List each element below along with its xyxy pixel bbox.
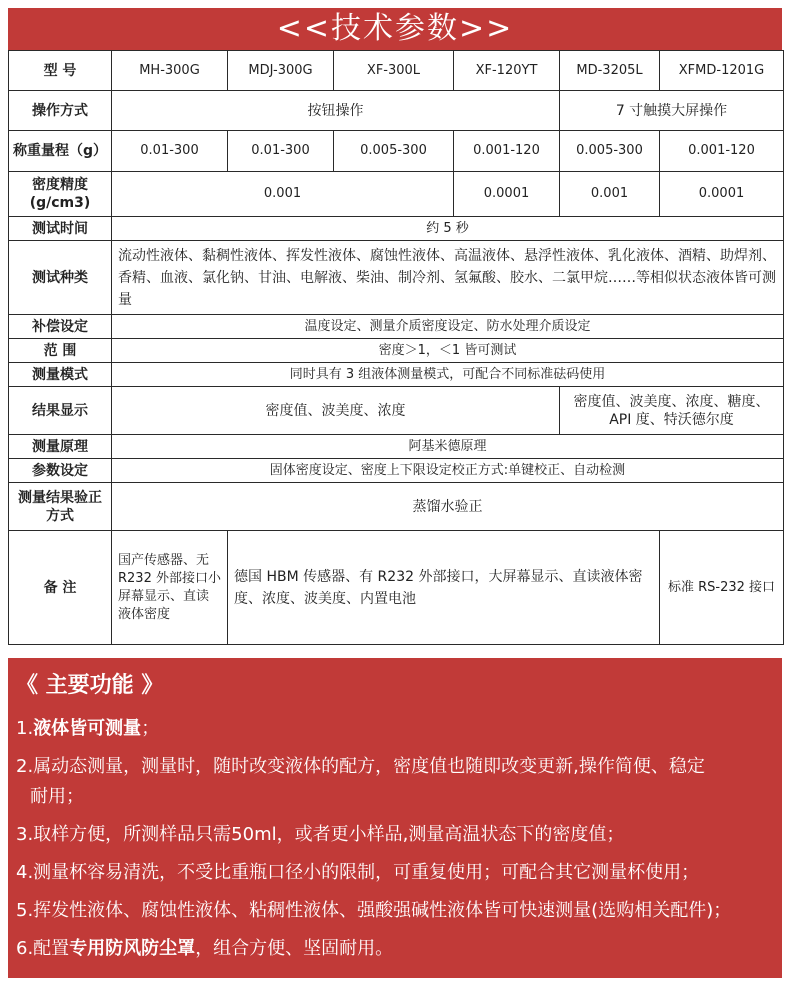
display-value-line: API 度、特沃德尔度 — [609, 411, 734, 428]
param-label: 参数设定 — [9, 459, 112, 483]
remark-value: 国产传感器、无 R232 外部接口小屏幕显示、直读液体密度 — [112, 531, 228, 645]
model-row — [9, 51, 784, 91]
model-cell: MH-300G — [112, 51, 228, 91]
operation-value: 7 寸触摸大屏操作 — [560, 91, 784, 131]
feature-text: 6.配置 — [16, 938, 70, 959]
model-cell: MD-3205L — [560, 51, 660, 91]
feature-text: ； — [141, 718, 160, 739]
test-time-row — [9, 217, 784, 241]
test-time-value: 约 5 秒 — [112, 217, 784, 241]
precision-value: 0.001 — [112, 172, 454, 217]
range-cell: 0.001-120 — [660, 131, 784, 172]
precision-row — [9, 172, 784, 217]
display-value: 密度值、波美度、浓度 — [112, 387, 560, 435]
feature-text-continued: 耐用； — [30, 786, 84, 807]
range-cell: 0.01-300 — [228, 131, 334, 172]
range-label: 称重量程（g） — [9, 131, 112, 172]
verify-label — [9, 483, 112, 531]
display-label: 结果显示 — [9, 387, 112, 435]
compensation-row — [9, 315, 784, 339]
types-value: 流动性液体、黏稠性液体、挥发性液体、腐蚀性液体、高温液体、悬浮性液体、乳化液体、酒精、助焊剂、香精、血液、氯化钠、甘油、电解液、柴油、制冷剂、氢氟酸、胶水、二氯甲烷……等相似状态液体皆可测量 — [112, 241, 784, 315]
scope-row — [9, 339, 784, 363]
mode-row — [9, 363, 784, 387]
feature-text: ，组合方便、坚固耐用。 — [195, 938, 394, 959]
features-title: 《 主要功能 》 — [16, 673, 164, 698]
range-row — [9, 131, 784, 172]
display-row — [9, 387, 784, 435]
features-panel — [8, 658, 782, 978]
range-cell: 0.005-300 — [560, 131, 660, 172]
operation-label: 操作方式 — [9, 91, 112, 131]
range-cell: 0.005-300 — [334, 131, 454, 172]
feature-text: 2.属动态测量，测量时，随时改变液体的配方，密度值也随即改变更新,操作简便、稳定 — [16, 756, 705, 777]
mode-value: 同时具有 3 组液体测量模式，可配合不同标准砝码使用 — [112, 363, 784, 387]
feature-item: 5.挥发性液体、腐蚀性液体、粘稠性液体、强酸强碱性液体皆可快速测量(选购相关配件)； — [16, 900, 732, 921]
remark-value: 德国 HBM 传感器、有 R232 外部接口，大屏幕显示、直读液体密度、浓度、波美度、内置电池 — [228, 531, 660, 645]
operation-row — [9, 91, 784, 131]
model-cell: XF-300L — [334, 51, 454, 91]
scope-label: 范 围 — [9, 339, 112, 363]
precision-label-unit: (g/cm3) — [29, 195, 91, 211]
types-label: 测试种类 — [9, 241, 112, 315]
precision-value: 0.001 — [560, 172, 660, 217]
scope-value: 密度＞1，＜1 皆可测试 — [112, 339, 784, 363]
range-cell: 0.001-120 — [454, 131, 560, 172]
model-cell: MDJ-300G — [228, 51, 334, 91]
spec-table — [8, 50, 784, 645]
feature-item — [16, 752, 774, 812]
param-value: 固体密度设定、密度上下限设定校正方式:单键校正、自动检测 — [112, 459, 784, 483]
test-time-label: 测试时间 — [9, 217, 112, 241]
feature-item — [16, 934, 774, 964]
precision-label-line: 密度精度 — [32, 177, 88, 193]
feature-highlight: 液体皆可测量 — [33, 718, 142, 739]
verify-label-line: 方式 — [46, 507, 74, 524]
compensation-value: 温度设定、测量介质密度设定、防水处理介质设定 — [112, 315, 784, 339]
model-cell: XF-120YT — [454, 51, 560, 91]
range-cell: 0.01-300 — [112, 131, 228, 172]
principle-row — [9, 435, 784, 459]
feature-item — [16, 714, 774, 744]
remark-row — [9, 531, 784, 645]
precision-label — [9, 172, 112, 217]
precision-value: 0.0001 — [660, 172, 784, 217]
types-row — [9, 241, 784, 315]
feature-number: 1. — [16, 718, 34, 739]
feature-item: 3.取样方便，所测样品只需50ml，或者更小样品,测量高温状态下的密度值； — [16, 824, 625, 845]
precision-value: 0.0001 — [454, 172, 560, 217]
remark-label: 备 注 — [9, 531, 112, 645]
operation-value: 按钮操作 — [112, 91, 560, 131]
feature-highlight: 专用防风防尘罩 — [69, 938, 196, 959]
principle-value: 阿基米德原理 — [112, 435, 784, 459]
spec-title: <<技术参数>> — [8, 8, 782, 50]
verify-row — [9, 483, 784, 531]
display-value-extended — [560, 387, 784, 435]
remark-value: 标准 RS-232 接口 — [660, 531, 784, 645]
mode-label: 测量模式 — [9, 363, 112, 387]
compensation-label: 补偿设定 — [9, 315, 112, 339]
principle-label: 测量原理 — [9, 435, 112, 459]
model-label: 型 号 — [9, 51, 112, 91]
verify-value: 蒸馏水验正 — [112, 483, 784, 531]
verify-label-line: 测量结果验正 — [18, 489, 102, 506]
feature-item: 4.测量杯容易清洗，不受比重瓶口径小的限制，可重复使用；可配合其它测量杯使用； — [16, 862, 700, 883]
model-cell: XFMD-1201G — [660, 51, 784, 91]
param-row — [9, 459, 784, 483]
display-value-line: 密度值、波美度、浓度、糖度、 — [573, 393, 770, 410]
